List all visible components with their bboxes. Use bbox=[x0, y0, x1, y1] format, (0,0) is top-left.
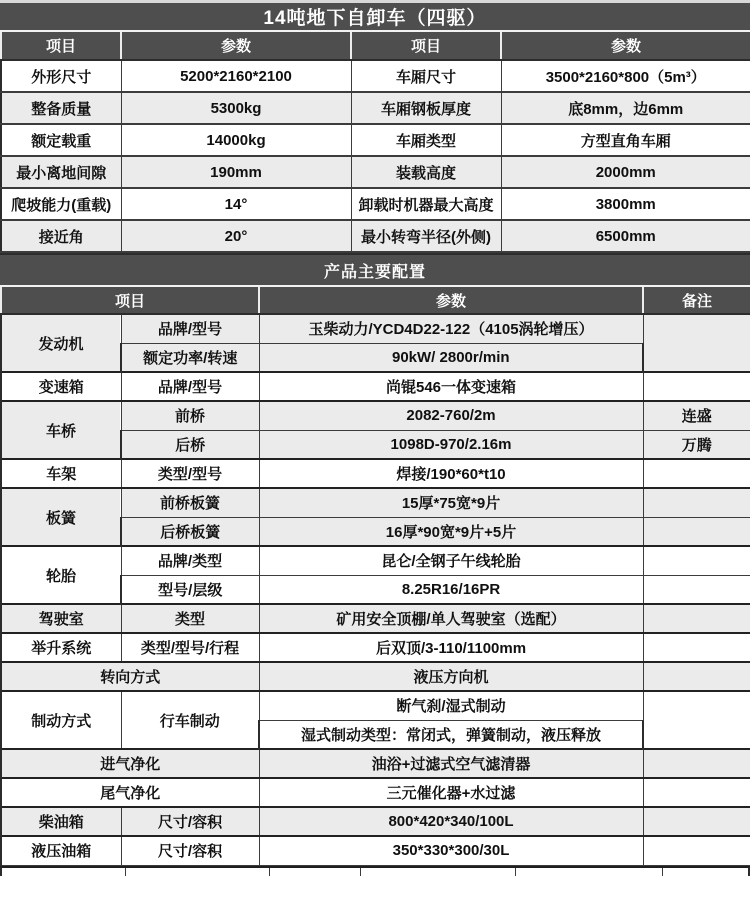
config-value: 8.25R16/16PR bbox=[259, 575, 643, 604]
config-sub: 品牌/类型 bbox=[121, 546, 259, 575]
config-sub: 尺寸/容积 bbox=[121, 836, 259, 865]
spec-item: 车厢钢板厚度 bbox=[351, 92, 501, 124]
section-title: 产品主要配置 bbox=[0, 253, 750, 287]
table-row bbox=[1, 546, 750, 575]
config-value: 矿用安全顶棚/单人驾驶室（选配） bbox=[259, 604, 643, 633]
spec-header-item-right: 项目 bbox=[351, 32, 501, 60]
spec-value: 14° bbox=[121, 188, 351, 220]
spec-header-item-left: 项目 bbox=[1, 32, 121, 60]
table-row bbox=[1, 691, 750, 720]
spec-value: 方型直角车厢 bbox=[501, 124, 750, 156]
config-category: 发动机 bbox=[1, 314, 121, 372]
config-value: 2082-760/2m bbox=[259, 401, 643, 430]
config-sub: 额定功率/转速 bbox=[121, 343, 259, 372]
config-sub: 行车制动 bbox=[121, 691, 259, 749]
config-category: 轮胎 bbox=[1, 546, 121, 604]
config-note bbox=[643, 517, 750, 546]
config-note bbox=[643, 372, 750, 401]
config-note bbox=[643, 633, 750, 662]
table-row bbox=[1, 807, 750, 836]
table-row bbox=[1, 314, 750, 343]
config-value: 液压方向机 bbox=[259, 662, 643, 691]
spec-item: 卸载时机器最大高度 bbox=[351, 188, 501, 220]
config-value: 断气刹/湿式制动 bbox=[259, 691, 643, 720]
config-category: 柴油箱 bbox=[1, 807, 121, 836]
spec-item: 接近角 bbox=[1, 220, 121, 252]
config-note bbox=[643, 749, 750, 778]
config-header-param: 参数 bbox=[259, 287, 643, 314]
spec-table bbox=[0, 32, 750, 253]
spec-item: 最小离地间隙 bbox=[1, 156, 121, 188]
config-sub: 类型 bbox=[121, 604, 259, 633]
table-row bbox=[1, 372, 750, 401]
config-category: 板簧 bbox=[1, 488, 121, 546]
config-category: 制动方式 bbox=[1, 691, 121, 749]
config-sub: 类型/型号 bbox=[121, 459, 259, 488]
spec-header-param-left: 参数 bbox=[121, 32, 351, 60]
spec-value: 3500*2160*800（5m³） bbox=[501, 60, 750, 92]
config-value: 油浴+过滤式空气滤清器 bbox=[259, 749, 643, 778]
config-value: 16厚*90宽*9片+5片 bbox=[259, 517, 643, 546]
table-row bbox=[1, 459, 750, 488]
spec-item: 爬坡能力(重载) bbox=[1, 188, 121, 220]
config-value: 湿式制动类型：常闭式，弹簧制动，液压释放 bbox=[259, 720, 643, 749]
spec-value: 6500mm bbox=[501, 220, 750, 252]
spec-value: 190mm bbox=[121, 156, 351, 188]
config-header-note: 备注 bbox=[643, 287, 750, 314]
spec-item: 额定载重 bbox=[1, 124, 121, 156]
config-category: 驾驶室 bbox=[1, 604, 121, 633]
config-category: 车架 bbox=[1, 459, 121, 488]
spec-value: 2000mm bbox=[501, 156, 750, 188]
config-sub: 类型/型号/行程 bbox=[121, 633, 259, 662]
spec-header-row bbox=[1, 32, 750, 60]
config-sub: 型号/层级 bbox=[121, 575, 259, 604]
config-header-row bbox=[1, 287, 750, 314]
config-category: 车桥 bbox=[1, 401, 121, 459]
page-title: 14吨地下自卸车（四驱） bbox=[0, 3, 750, 32]
config-category: 进气净化 bbox=[1, 749, 259, 778]
table-row bbox=[1, 836, 750, 865]
config-note bbox=[643, 575, 750, 604]
spec-item: 装载高度 bbox=[351, 156, 501, 188]
config-note bbox=[643, 662, 750, 691]
config-note bbox=[643, 459, 750, 488]
table-row bbox=[1, 156, 750, 188]
spec-header-param-right: 参数 bbox=[501, 32, 750, 60]
table-row bbox=[1, 604, 750, 633]
config-value: 15厚*75宽*9片 bbox=[259, 488, 643, 517]
config-category: 转向方式 bbox=[1, 662, 259, 691]
spec-item: 最小转弯半径(外侧) bbox=[351, 220, 501, 252]
config-value: 800*420*340/100L bbox=[259, 807, 643, 836]
config-sub: 尺寸/容积 bbox=[121, 807, 259, 836]
config-note bbox=[643, 546, 750, 575]
table-row bbox=[1, 488, 750, 517]
table-row bbox=[1, 92, 750, 124]
table-row bbox=[1, 662, 750, 691]
config-category: 变速箱 bbox=[1, 372, 121, 401]
config-sub: 后桥 bbox=[121, 430, 259, 459]
table-row bbox=[1, 749, 750, 778]
table-row bbox=[1, 778, 750, 807]
config-table bbox=[0, 287, 750, 866]
spec-item: 整备质量 bbox=[1, 92, 121, 124]
table-row bbox=[1, 220, 750, 252]
config-sub: 前桥 bbox=[121, 401, 259, 430]
config-sub: 后桥板簧 bbox=[121, 517, 259, 546]
spec-item: 外形尺寸 bbox=[1, 60, 121, 92]
config-category: 液压油箱 bbox=[1, 836, 121, 865]
config-value: 90kW/ 2800r/min bbox=[259, 343, 643, 372]
config-value: 350*330*300/30L bbox=[259, 836, 643, 865]
spec-item: 车厢尺寸 bbox=[351, 60, 501, 92]
config-value: 昆仑/全钢子午线轮胎 bbox=[259, 546, 643, 575]
spec-value: 5200*2160*2100 bbox=[121, 60, 351, 92]
spec-value: 3800mm bbox=[501, 188, 750, 220]
config-note bbox=[643, 691, 750, 749]
table-row bbox=[1, 401, 750, 430]
config-value: 1098D-970/2.16m bbox=[259, 430, 643, 459]
config-note bbox=[643, 314, 750, 372]
config-value: 尚锟546一体变速箱 bbox=[259, 372, 643, 401]
table-row bbox=[1, 124, 750, 156]
spec-value: 底8mm，边6mm bbox=[501, 92, 750, 124]
config-sub: 品牌/型号 bbox=[121, 372, 259, 401]
cut-off-row bbox=[0, 866, 750, 876]
spec-value: 5300kg bbox=[121, 92, 351, 124]
config-note bbox=[643, 807, 750, 836]
table-row bbox=[1, 60, 750, 92]
config-note bbox=[643, 604, 750, 633]
config-value: 后双顶/3-110/1100mm bbox=[259, 633, 643, 662]
config-note bbox=[643, 836, 750, 865]
config-category: 举升系统 bbox=[1, 633, 121, 662]
config-value: 玉柴动力/YCD4D22-122（4105涡轮增压） bbox=[259, 314, 643, 343]
table-row bbox=[1, 633, 750, 662]
config-value: 焊接/190*60*t10 bbox=[259, 459, 643, 488]
config-value: 三元催化器+水过滤 bbox=[259, 778, 643, 807]
config-sub: 品牌/型号 bbox=[121, 314, 259, 343]
config-note bbox=[643, 488, 750, 517]
table-row bbox=[1, 188, 750, 220]
config-note: 万腾 bbox=[643, 430, 750, 459]
spec-value: 20° bbox=[121, 220, 351, 252]
config-note bbox=[643, 778, 750, 807]
config-sub: 前桥板簧 bbox=[121, 488, 259, 517]
config-category: 尾气净化 bbox=[1, 778, 259, 807]
config-note: 连盛 bbox=[643, 401, 750, 430]
config-header-item: 项目 bbox=[1, 287, 259, 314]
spec-value: 14000kg bbox=[121, 124, 351, 156]
spec-item: 车厢类型 bbox=[351, 124, 501, 156]
